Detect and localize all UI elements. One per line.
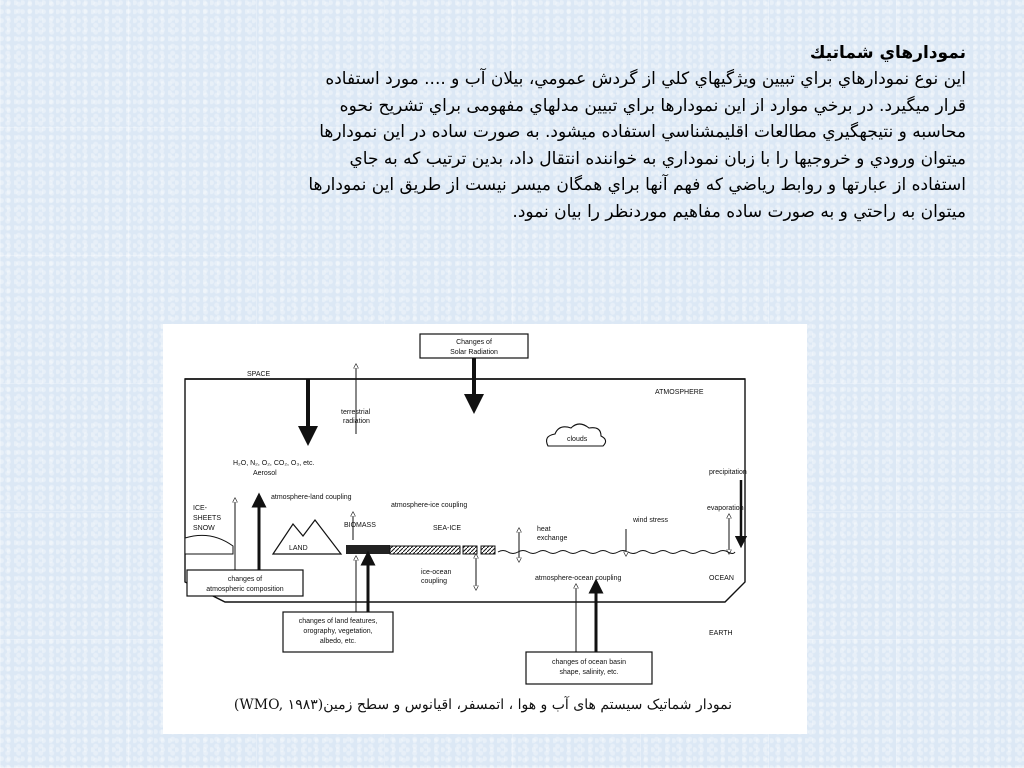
- body-line: استفاده از عبارتها و روابط رياضي كه فهم آنها براي همگان ميسر نيست از طريق اين نمودارها: [308, 175, 966, 195]
- sea-ice-floe: [481, 546, 495, 554]
- land-features-label: changes of land features,: [298, 618, 378, 625]
- atmosphere-ocean-coupling-label: atmosphere-ocean coupling: [535, 575, 622, 582]
- body-line: قرار ميگيرد. در برخي موارد از اين نمودارها براي تبيين مدلهاي مفهومی براي تشريح نحوه: [339, 95, 966, 116]
- ocean-basin-box: [526, 652, 652, 684]
- heading: نمودارهاي شماتيك: [809, 43, 966, 63]
- system-frame: [185, 379, 745, 602]
- atmosphere-land-coupling-label: atmosphere-land coupling: [271, 494, 352, 501]
- ocean-surface: [498, 551, 735, 554]
- terrestrial-radiation-label: terrestrial: [341, 409, 371, 416]
- gases-label: H₂O, N₂, O₂, CO₂, O₃, etc.: [233, 460, 315, 467]
- evaporation-label: evaporation: [707, 505, 744, 512]
- biomass-strip: [346, 545, 390, 554]
- ice-sheet-shape: [185, 535, 233, 554]
- ice-ocean-coupling-label: ice-ocean: [421, 569, 452, 576]
- earth-label: EARTH: [709, 630, 733, 637]
- solar-radiation-label: Changes of: [456, 339, 492, 346]
- land-features-label: orography, vegetation,: [303, 628, 373, 635]
- ice-sheets-label: ICE-: [193, 505, 207, 512]
- ice-sheets-label: SHEETS: [193, 515, 222, 522]
- sea-ice-label: SEA-ICE: [433, 525, 462, 532]
- body-line: ميتوان به راحتي و به صورت ساده مفاهيم موردنظر را بيان نمود.: [512, 201, 966, 222]
- text-block: [60, 40, 966, 225]
- aerosol-label: Aerosol: [253, 470, 277, 477]
- climate-system-figure: [163, 324, 807, 734]
- precipitation-label: precipitation: [709, 469, 747, 476]
- body-line: ميتوان ورودي و خروجيها را با زبان نموداري به خواننده انتقال داد، بدين ترتيب كه به جاي: [349, 148, 966, 169]
- heat-exchange-label: exchange: [537, 535, 568, 542]
- land-label: LAND: [289, 545, 308, 552]
- wind-stress-label: wind stress: [633, 517, 669, 524]
- ice-ocean-coupling-label: coupling: [421, 578, 448, 585]
- body-line: اين نوع نمودارهاي براي تبيين ويژگيهاي كلي از گردش عمومي، بيلان آب و .... مورد استفاده: [325, 69, 966, 89]
- solar-radiation-label: Solar Radiation: [450, 349, 498, 356]
- clouds-label: clouds: [567, 436, 588, 443]
- sea-ice-floe: [463, 546, 477, 554]
- climate-diagram: [163, 324, 807, 734]
- ocean-label: OCEAN: [709, 575, 734, 582]
- figure-caption: نمودار شماتیک سیستم های آب و هوا ، اتمسفر، اقیانوس و سطح زمین(WMO, ۱۹۸۳): [233, 697, 733, 713]
- biomass-label: BIOMASS: [344, 522, 376, 529]
- terrestrial-radiation-label: radiation: [343, 418, 370, 425]
- space-label: SPACE: [247, 371, 271, 378]
- atmospheric-composition-label: changes of: [227, 576, 263, 583]
- atmospheric-composition-label: atmospheric composition: [206, 586, 284, 593]
- heat-exchange-label: heat: [537, 526, 551, 533]
- ocean-basin-label: shape, salinity, etc.: [559, 669, 619, 676]
- ocean-basin-label: changes of ocean basin: [552, 659, 626, 666]
- atmosphere-label: ATMOSPHERE: [655, 389, 704, 396]
- sea-ice-strip: [390, 546, 460, 554]
- body-line: محاسبه و نتيجهگيري مطالعات اقليمشناسي استفاده ميشود. به صورت ساده در اين نمودارها: [319, 122, 966, 142]
- ice-sheets-label: SNOW: [193, 525, 215, 532]
- atmosphere-ice-coupling-label: atmosphere-ice coupling: [391, 502, 468, 509]
- land-features-label: albedo, etc.: [319, 638, 357, 645]
